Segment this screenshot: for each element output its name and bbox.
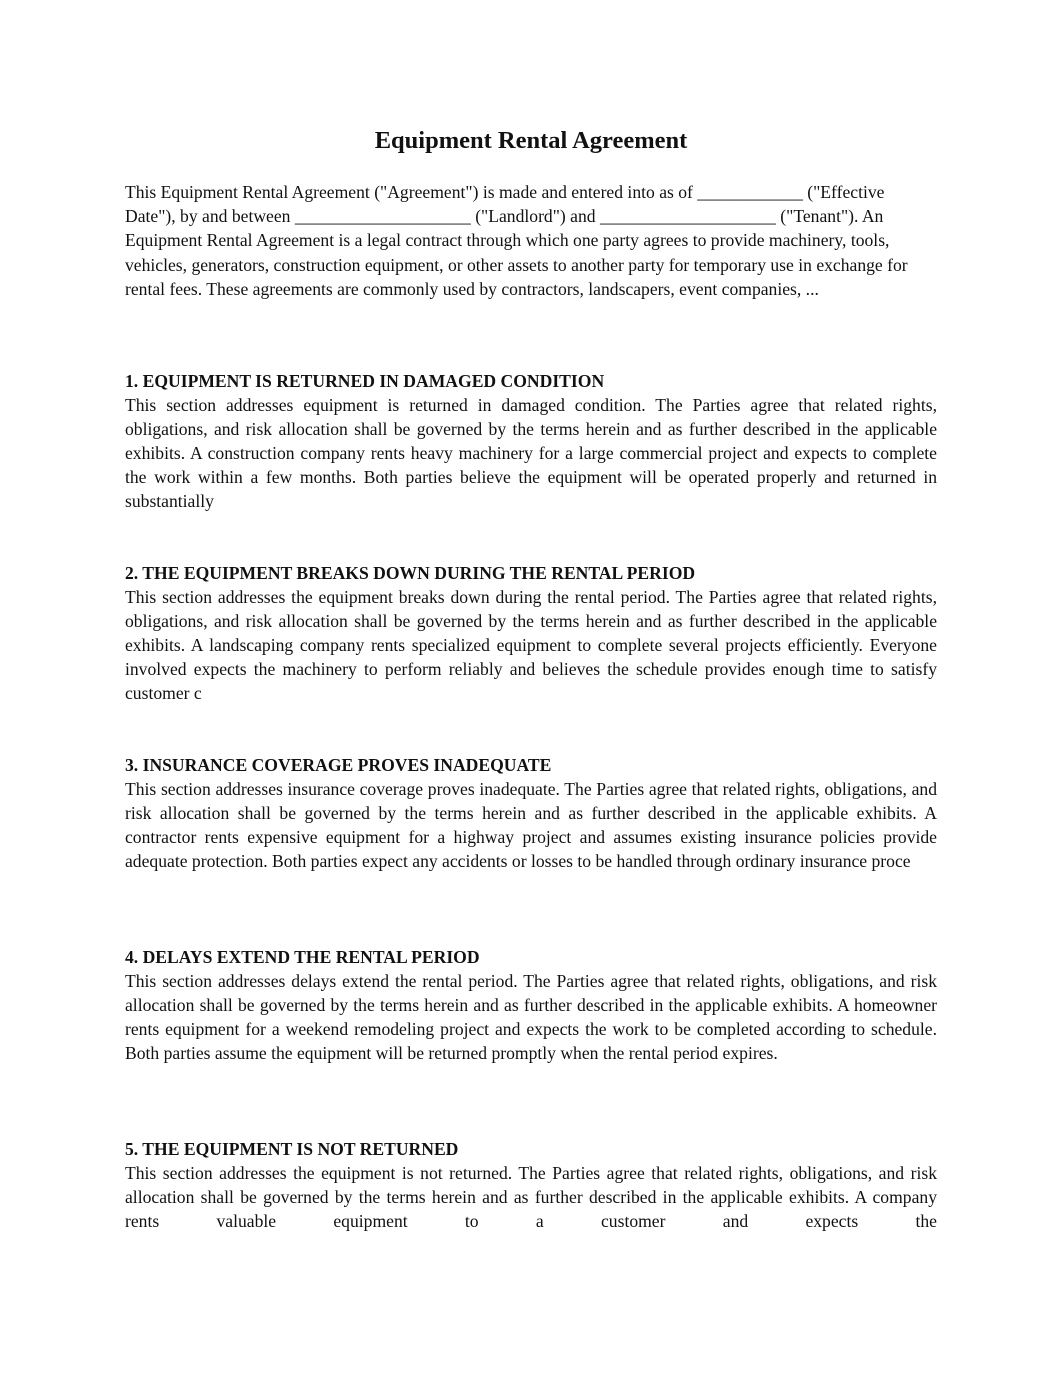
section-heading: 3. INSURANCE COVERAGE PROVES INADEQUATE: [125, 755, 552, 775]
document-title: Equipment Rental Agreement: [374, 127, 688, 154]
section-2: [125, 561, 937, 705]
section-4: [125, 945, 937, 1065]
section-body: This section addresses insurance coverage proves inadequate. The Parties agree that related rights, obligations, and risk allocation shall be governed by the terms herein and as further described in the applicable exhibits. A contractor rents expensive equipment for a highway project and assumes existing insurance policies provide adequate protection. Both parties expect any accidents or losses to be handled through ordinary insurance proce: [125, 779, 937, 872]
section-1: [125, 369, 937, 513]
section-body: This section addresses the equipment breaks down during the rental period. The Parties agree that related rights, obligations, and risk allocation shall be governed by the terms herein and as further described in the applicable exhibits. A landscaping company rents specialized equipment to complete several projects efficiently. Everyone involved expects the machinery to perform reliably and believes the schedule provides enough time to satisfy customer c: [125, 587, 937, 704]
section-5: [125, 1137, 937, 1233]
section-3: [125, 753, 937, 873]
section-heading: 5. THE EQUIPMENT IS NOT RETURNED: [125, 1139, 459, 1159]
section-heading: 1. EQUIPMENT IS RETURNED IN DAMAGED CONDITION: [125, 371, 605, 391]
section-body: This section addresses delays extend the rental period. The Parties agree that related rights, obligations, and risk allocation shall be governed by the terms herein and as further described in the applicable exhibits. A homeowner rents equipment for a weekend remodeling project and expects the work to be completed according to schedule. Both parties assume the equipment will be returned promptly when the rental period expires.: [125, 971, 937, 1064]
section-body: This section addresses equipment is returned in damaged condition. The Parties agree that related rights, obligations, and risk allocation shall be governed by the terms herein and as further described in the applicable exhibits. A construction company rents heavy machinery for a large commercial project and expects to complete the work within a few months. Both parties believe the equipment will be operated properly and returned in substantially: [125, 395, 937, 512]
section-heading: 4. DELAYS EXTEND THE RENTAL PERIOD: [125, 947, 480, 967]
section-heading: 2. THE EQUIPMENT BREAKS DOWN DURING THE RENTAL PERIOD: [125, 563, 696, 583]
section-body: This section addresses the equipment is not returned. The Parties agree that related rights, obligations, and risk allocation shall be governed by the terms herein and as further described in the applicable exhibits. A company rents valuable equipment to a customer and expects the: [125, 1163, 937, 1232]
intro-paragraph: This Equipment Rental Agreement ("Agreement") is made and entered into as of ____________ ("Effective Date"), by and between ____________________ ("Landlord") and ____________________ ("Tenant"). An Equipment Rental Agreement is a legal contract through which one party agrees to provide machinery, tools, vehicles, generators, construction equipment, or other assets to another party for temporary use in exchange for rental fees. These agreements are commonly used by contractors, landscapers, event companies, ...: [125, 182, 908, 299]
